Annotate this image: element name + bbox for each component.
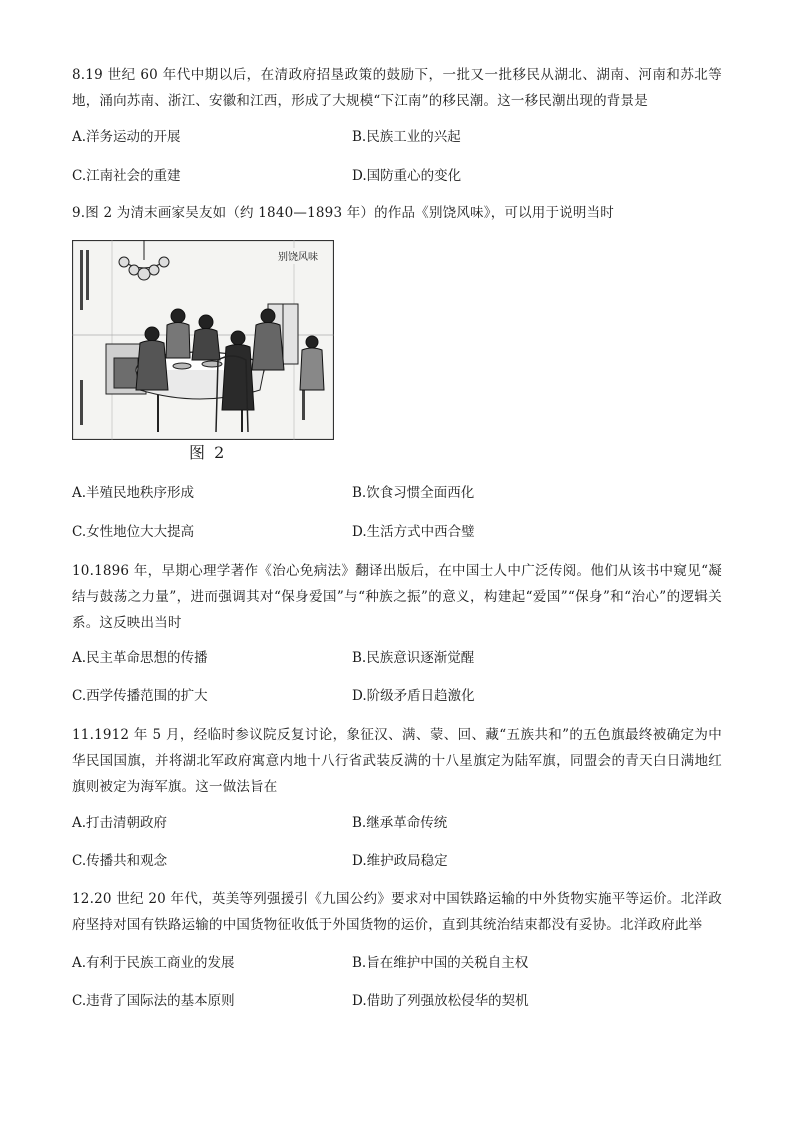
question-8-option-d: D.国防重心的变化 xyxy=(352,168,462,184)
question-9-option-a: A.半殖民地秩序形成 xyxy=(72,485,195,501)
question-12-option-a: A.有利于民族工商业的发展 xyxy=(72,955,235,971)
figure-2-caption: 图 2 xyxy=(189,443,227,462)
question-9-option-d: D.生活方式中西合璧 xyxy=(352,524,475,540)
question-11-option-d: D.维护政局稳定 xyxy=(352,853,448,869)
question-11-option-b: B.继承革命传统 xyxy=(352,815,448,831)
question-12-option-c: C.违背了国际法的基本原则 xyxy=(72,993,235,1009)
question-10-option-c: C.西学传播范围的扩大 xyxy=(72,688,208,704)
question-11-stem: 11.1912 年 5 月，经临时参议院反复讨论，象征汉、满、蒙、回、藏“五族共和”的五色旗最终被确定为中华民国国旗，并将湖北军政府寓意内地十八行省武装反满的十八星旗定为陆军旗，同盟会的青天白日满地红旗则被定为海军旗。这一做法旨在 xyxy=(72,727,722,795)
question-10-option-d: D.阶级矛盾日趋激化 xyxy=(352,688,475,704)
figure-inscription xyxy=(250,248,320,264)
question-10-option-a: A.民主革命思想的传播 xyxy=(72,650,208,666)
dining-scene-drawing xyxy=(72,240,334,440)
question-9-option-c: C.女性地位大大提高 xyxy=(72,524,195,540)
question-10-stem: 10.1896 年，早期心理学著作《治心免病法》翻译出版后，在中国士人中广泛传阅。他们从该书中窥见“凝结与鼓荡之力量”，进而强调其对“保身爱国”与“种族之振”的意义，构建起“爱国”“保身”和“治心”的逻辑关系。这反映出当时 xyxy=(72,563,722,631)
question-8-option-b: B.民族工业的兴起 xyxy=(352,129,461,145)
question-12-option-b: B.旨在维护中国的关税自主权 xyxy=(352,955,529,971)
question-12-stem: 12.20 世纪 20 年代，英美等列强援引《九国公约》要求对中国铁路运输的中外货物实施平等运价。北洋政府坚持对国有铁路运输的中国货物征收低于外国货物的运价，直到其统治结束都没有妥协。北洋政府此举 xyxy=(72,891,722,933)
question-11-option-c: C.传播共和观念 xyxy=(72,853,168,869)
question-12-option-d: D.借助了列强放松侵华的契机 xyxy=(352,993,529,1009)
question-9-option-b: B.饮食习惯全面西化 xyxy=(352,485,475,501)
question-9-stem: 9.图 2 为清末画家吴友如（约 1840—1893 年）的作品《别饶风味》，可以用于说明当时 xyxy=(72,205,614,221)
question-8-option-c: C.江南社会的重建 xyxy=(72,168,181,184)
question-8-option-a: A.洋务运动的开展 xyxy=(72,129,181,145)
svg-text:别饶风味: 别饶风味 xyxy=(278,252,318,263)
question-11-option-a: A.打击清朝政府 xyxy=(72,815,168,831)
figure-2-illustration xyxy=(72,240,334,462)
question-8-stem: 8.19 世纪 60 年代中期以后，在清政府招垦政策的鼓励下，一批又一批移民从湖北、湖南、河南和苏北等地，涌向苏南、浙江、安徽和江西，形成了大规模“下江南”的移民潮。这一移民潮出现的背景是 xyxy=(72,67,722,109)
question-10-option-b: B.民族意识逐渐觉醒 xyxy=(352,650,475,666)
